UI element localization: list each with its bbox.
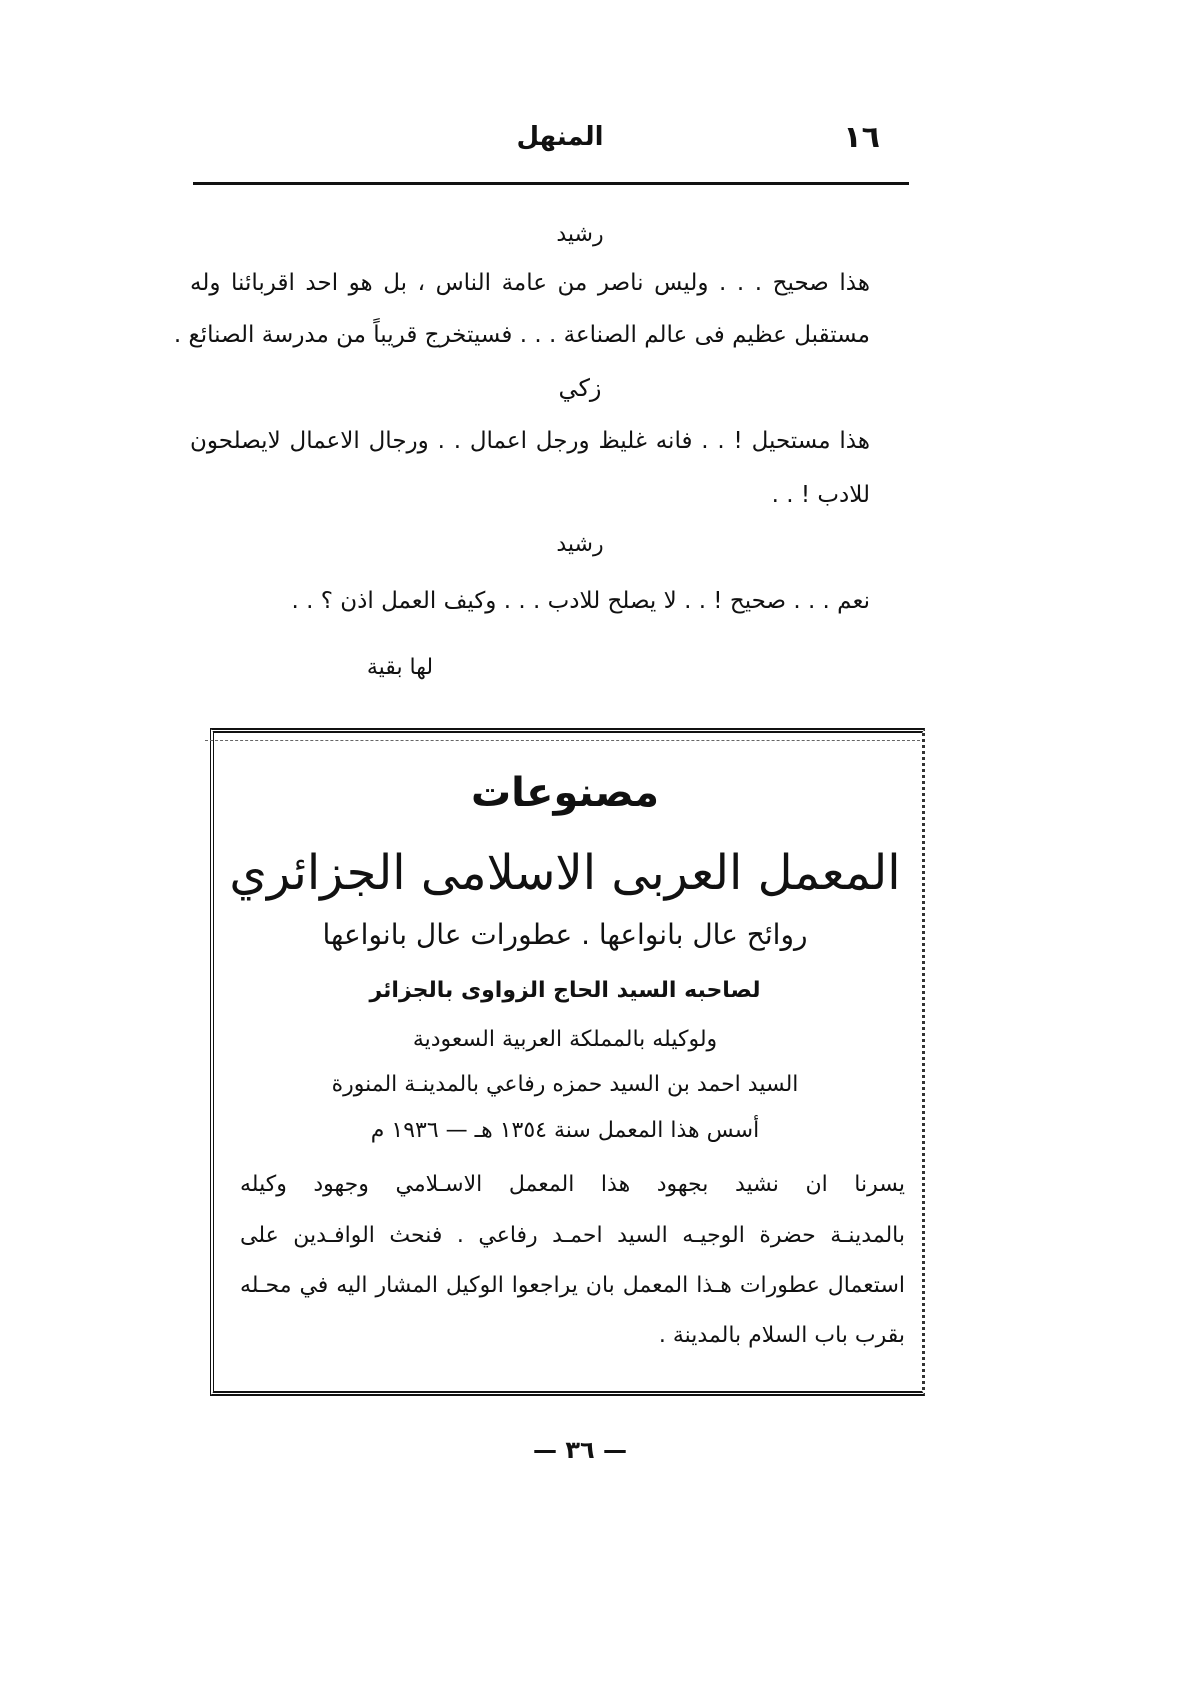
- dialogue-line: هذا مستحيل ! . . فانه غليظ ورجل اعمال . . ورجال الاعمال لايصلحون: [190, 428, 870, 454]
- speaker-name: رشيد: [556, 532, 604, 557]
- dialogue-line: نعم . . . صحيح ! . . لا يصلح للادب . . . وكيف العمل اذن ؟ . .: [291, 588, 870, 614]
- journal-title: المنهل: [516, 122, 604, 152]
- footer-page-number: — ٣٦ —: [532, 1436, 627, 1464]
- advert-agent: السيد احمد بن السيد حمزه رفاعي بالمدينـة المنورة: [331, 1072, 799, 1097]
- advert-paragraph-line: يسرنا ان نشيد بجهود هذا المعمل الاسـلامي وجهود وكيله: [240, 1172, 905, 1197]
- advert-border-dashed: [205, 740, 920, 741]
- advert-heading: مصنوعات: [470, 770, 660, 816]
- page-number: ١٦: [843, 120, 880, 155]
- advert-paragraph-line: بالمدينـة حضرة الوجيـه السيد احمـد رفاعي . فنحث الوافـدين على: [240, 1223, 905, 1248]
- advert-agent-intro: ولوكيله بالمملكة العربية السعودية: [412, 1027, 718, 1052]
- header-rule: [193, 182, 909, 185]
- dialogue-line: هذا صحيح . . . وليس ناصر من عامة الناس ، بل هو احد اقربائنا وله: [190, 270, 870, 296]
- advert-founded: أسس هذا المعمل سنة ١٣٥٤ هـ — ١٩٣٦ م: [370, 1118, 760, 1143]
- dialogue-line: للادب ! . .: [771, 482, 870, 508]
- advert-products: روائح عال بانواعها . عطورات عال بانواعها: [322, 918, 808, 951]
- advert-company: المعمل العربى الاسلامى الجزائري: [229, 845, 901, 901]
- advert-owner: لصاحبه السيد الحاج الزواوى بالجزائر: [369, 978, 761, 1003]
- speaker-name: زكي: [558, 374, 602, 402]
- to-be-continued: لها بقية: [366, 655, 434, 680]
- advert-paragraph-line: استعمال عطورات هـذا المعمل بان يراجعوا الوكيل المشار اليه في محـله: [240, 1273, 905, 1298]
- dialogue-line: مستقبل عظيم فى عالم الصناعة . . . فسيتخرج قريباً من مدرسة الصنائع .: [173, 322, 870, 348]
- advert-paragraph-line: بقرب باب السلام بالمدينة .: [658, 1323, 905, 1348]
- speaker-name: رشيد: [556, 222, 604, 247]
